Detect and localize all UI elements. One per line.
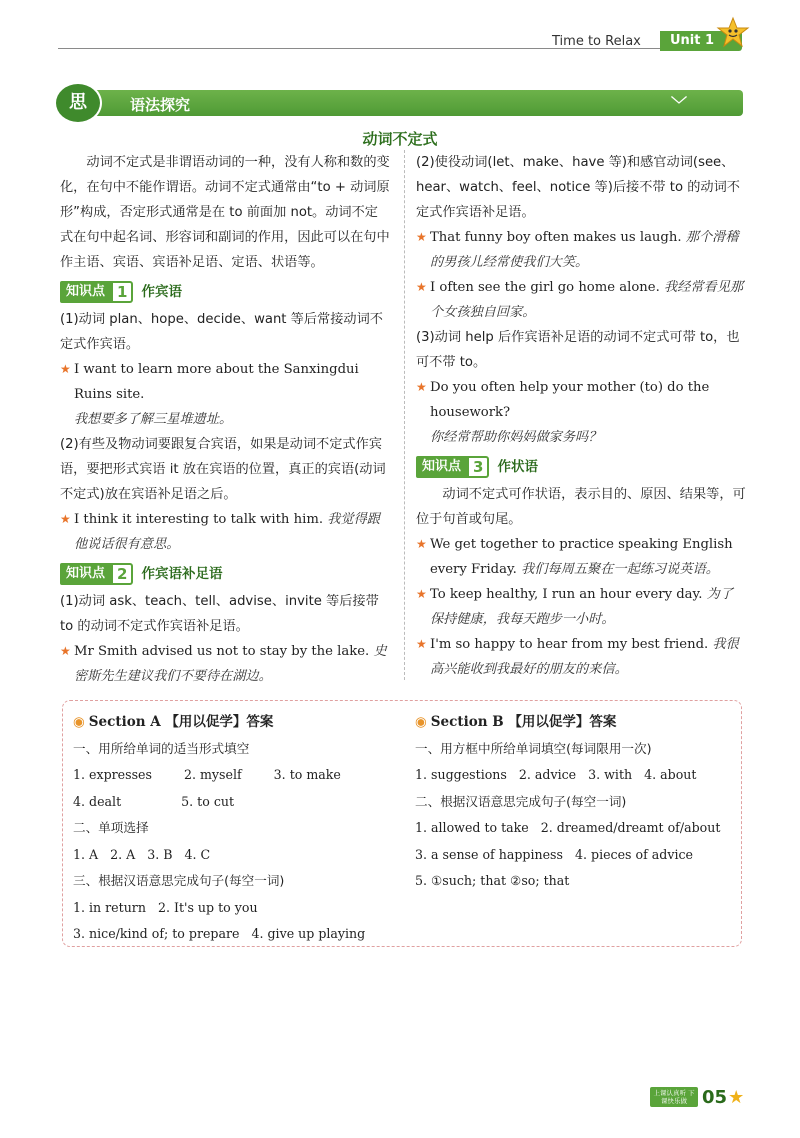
example-en: Do you often help your mother (to) do the housework? <box>430 380 710 420</box>
kp-number: 2 <box>111 563 133 585</box>
answer-box <box>62 700 742 947</box>
example <box>60 507 390 557</box>
answer-row: 1. suggestions 2. advice 3. with 4. about <box>415 767 697 782</box>
example-zh: 我很高兴能收到我最好的朋友的来信。 <box>430 637 739 677</box>
rule-text: (3)动词 help 后作宾语补足语的动词不定式可带 to，也可不带 to。 <box>416 330 740 370</box>
header-title: Time to Relax <box>552 34 641 49</box>
answers-section-a <box>73 709 393 948</box>
intro-paragraph: 动词不定式是非谓语动词的一种，没有人称和数的变化，在句中不能作谓语。动词不定式通常由“to + 动词原形”构成，否定形式通常是在 to 前面加 not。动词不定式在句中起名词、形容词和副词的作用，因此可以在句中作主语、宾语、宾语补足语、定语、状语等。 <box>60 155 390 270</box>
answer-item: 1. expresses <box>73 767 152 782</box>
answers-heading <box>415 709 735 736</box>
rule-text: (1)动词 plan、hope、decide、want 等后常接动词不定式作宾语。 <box>60 312 383 352</box>
kp-title: 作宾语补足语 <box>141 565 223 582</box>
answer-subheading: 二、根据汉语意思完成句子(每空一词) <box>415 793 627 809</box>
example-zh: 我们每周五聚在一起练习说英语。 <box>521 562 719 577</box>
page-title: 动词不定式 <box>362 130 438 148</box>
knowledge-point-2 <box>60 563 390 585</box>
knowledge-point-3 <box>416 456 746 478</box>
example <box>416 532 746 582</box>
kp-number: 3 <box>467 456 489 478</box>
example <box>416 275 746 325</box>
answer-row: 1. in return 2. It's up to you <box>73 899 258 915</box>
rule-text: (2)有些及物动词要跟复合宾语，如果是动词不定式作宾语，要把形式宾语 it 放在宾语的位置，真正的宾语(动词不定式)放在宾语补足语之后。 <box>60 437 386 502</box>
star-icon: ★ <box>60 362 71 376</box>
star-icon: ★ <box>416 280 427 294</box>
banner-title: 语法探究 <box>130 96 191 114</box>
answer-item: 4. dealt <box>73 793 122 809</box>
star-mascot-icon <box>716 16 750 50</box>
column-divider <box>404 150 405 680</box>
example-en: I think it interesting to talk with him. <box>74 512 324 527</box>
answer-item: 3. to make <box>273 767 341 782</box>
example-zh: 史密斯先生建议我们不要待在湖边。 <box>74 644 387 684</box>
answers-section-b <box>415 709 735 895</box>
section-banner <box>58 90 743 116</box>
page-number: 05 <box>702 1086 728 1108</box>
example-en: I want to learn more about the Sanxingdui Ruins site. <box>74 362 359 402</box>
kp-number: 1 <box>111 281 133 303</box>
example-zh: 你经常帮助你妈妈做家务吗？ <box>430 430 602 445</box>
kp-title: 作状语 <box>497 458 538 475</box>
answer-row: 1. allowed to take 2. dreamed/dreamt of/about <box>415 820 721 835</box>
pin-icon: ◉ <box>415 714 427 730</box>
star-icon: ★ <box>416 230 427 244</box>
rule-text: (2)使役动词(let、make、have 等)和感官动词(see、hear、watch、feel、notice 等)后接不带 to 的动词不定式作宾语补足语。 <box>416 155 740 220</box>
example <box>60 357 390 432</box>
answer-subheading: 一、用方框中所给单词填空(每词限用一次) <box>415 740 652 756</box>
star-icon: ★ <box>416 637 427 651</box>
right-column <box>416 150 746 682</box>
example-en: I often see the girl go home alone. <box>430 280 660 295</box>
star-icon: ★ <box>728 1086 745 1108</box>
example-en: Mr Smith advised us not to stay by the lake. <box>74 644 370 659</box>
example <box>416 375 746 450</box>
star-icon: ★ <box>60 644 71 658</box>
answer-row: 3. nice/kind of; to prepare 4. give up playing <box>73 926 366 941</box>
banner-badge: 思 <box>54 82 102 124</box>
rule-text: 动词不定式可作状语，表示目的、原因、结果等，可位于句首或句尾。 <box>416 487 746 527</box>
star-icon: ★ <box>416 537 427 551</box>
example <box>416 225 746 275</box>
chevron-down-icon: ﹀ <box>670 95 687 114</box>
answers-heading <box>73 709 393 736</box>
knowledge-point-1 <box>60 281 390 303</box>
rule-text: (1)动词 ask、teach、tell、advise、invite 等后接带 to 的动词不定式作宾语补足语。 <box>60 594 379 634</box>
answer-row: 1. A 2. A 3. B 4. C <box>73 846 211 862</box>
answer-row <box>73 762 393 789</box>
example <box>60 639 390 689</box>
pin-icon: ◉ <box>73 714 85 730</box>
answer-row: 5. ①such; that ②so; that <box>415 873 570 888</box>
answer-item: 2. myself <box>183 767 242 782</box>
example-zh: 我觉得跟他说话很有意思。 <box>74 512 380 552</box>
example <box>416 632 746 682</box>
answer-item: 5. to cut <box>181 793 235 809</box>
kp-label: 知识点 <box>416 456 467 478</box>
example-zh: 我经常看见那个女孩独自回家。 <box>430 280 744 320</box>
answers-heading-text: Section A 【用以促学】答案 <box>88 714 274 730</box>
example-en: To keep healthy, I run an hour every day. <box>430 587 703 602</box>
kp-label: 知识点 <box>60 281 111 303</box>
example-zh: 为了保持健康，我每天跑步一小时。 <box>430 587 734 627</box>
example-en: We get together to practice speaking English every Friday. <box>430 537 733 577</box>
example-zh: 那个滑稽的男孩儿经常使我们大笑。 <box>430 230 739 270</box>
left-column <box>60 150 390 689</box>
example-zh: 我想要多了解三星堆遗址。 <box>74 412 233 427</box>
page-footer <box>650 1086 744 1108</box>
answer-subheading: 三、根据汉语意思完成句子(每空一词) <box>73 873 285 888</box>
footer-badge: 上课认真听 下课快乐做 <box>650 1087 698 1107</box>
example-en: I'm so happy to hear from my best friend. <box>430 637 709 652</box>
answer-row <box>73 789 393 816</box>
answer-subheading: 二、单项选择 <box>73 820 149 835</box>
example-en: That funny boy often makes us laugh. <box>430 230 682 245</box>
star-icon: ★ <box>60 512 71 526</box>
example <box>416 582 746 632</box>
kp-label: 知识点 <box>60 563 111 585</box>
unit-tab: Unit 1 <box>660 31 742 51</box>
answer-subheading: 一、用所给单词的适当形式填空 <box>73 740 250 756</box>
kp-title: 作宾语 <box>141 283 182 300</box>
answers-heading-text: Section B 【用以促学】答案 <box>430 714 617 730</box>
answer-row: 3. a sense of happiness 4. pieces of advice <box>415 846 693 862</box>
star-icon: ★ <box>416 587 427 601</box>
star-icon: ★ <box>416 380 427 394</box>
